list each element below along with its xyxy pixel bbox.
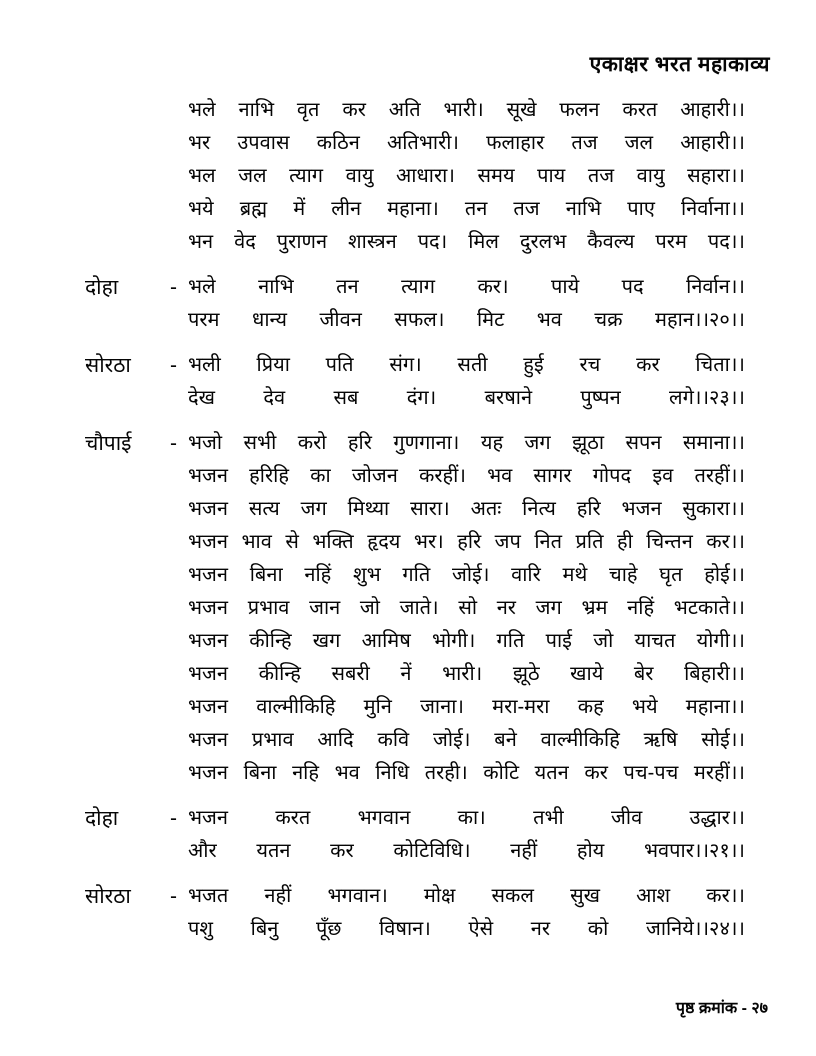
section-label: सोरठा (85, 354, 131, 377)
section-dash: - (170, 885, 177, 908)
verse-lines (188, 880, 745, 946)
section-label: सोरठा (85, 885, 131, 908)
section-label: दोहा (85, 807, 119, 830)
verse-line: भजन प्रभाव जान जो जाते। सो नर जग भ्रम नहिं भटकाते।। (188, 597, 745, 619)
section-dash: - (170, 354, 177, 377)
verse-line: भली प्रिया पति संग। सती हुई रच कर चिता।। (188, 354, 745, 376)
verse-lines (188, 271, 745, 337)
verse-line: भर उपवास कठिन अतिभारी। फलाहार तज जल आहारी।। (188, 132, 745, 154)
section-label: चौपाई (85, 432, 132, 455)
verse-line: भजन प्रभाव आदि कवि जोई। बने वाल्मीकिहि ऋषि सोई।। (188, 729, 745, 751)
verse-section-sortha-23 (85, 349, 745, 415)
verse-section-sortha-24 (85, 880, 745, 946)
verse-lines (188, 427, 745, 790)
verse-line: भजन कीन्हि सबरी नें भारी। झूठे खाये बेर बिहारी।। (188, 663, 745, 685)
verse-line: भजन सत्य जग मिथ्या सारा। अतः नित्य हरि भजन सुकारा।। (188, 498, 745, 520)
verse-line: परम धान्य जीवन सफल। मिट भव चक्र महान।।२०।। (188, 309, 745, 331)
verse-body (0, 94, 816, 946)
section-label: दोहा (85, 276, 119, 299)
verse-line: भजन बिना नहि भव निधि तरही। कोटि यतन कर पच-पच मरहीं।। (188, 762, 745, 784)
verse-line: भले नाभि वृत कर अति भारी। सूखे फलन करत आहारी।। (188, 99, 745, 121)
verse-lines (188, 349, 745, 415)
verse-line: भले नाभि तन त्याग कर। पाये पद निर्वान।। (188, 276, 745, 298)
verse-line: भजत नहीं भगवान। मोक्ष सकल सुख आश कर।। (188, 885, 745, 907)
verse-line: भजो सभी करो हरि गुणगाना। यह जग झूठा सपन समाना।। (188, 432, 745, 454)
verse-section-doha-20 (85, 271, 745, 337)
verse-line: भजन हरिहि का जोजन करहीं। भव सागर गोपद इव तरहीं।। (188, 465, 745, 487)
section-dash: - (170, 432, 177, 455)
verse-line: भजन कीन्हि खग आमिष भोगी। गति पाई जो याचत योगी।। (188, 630, 745, 652)
verse-line: भजन बिना नहिं शुभ गति जोई। वारि मथे चाहे घृत होई।। (188, 564, 745, 586)
verse-line: और यतन कर कोटिविधि। नहीं होय भवपार।।२१।। (188, 840, 745, 862)
verse-line: भये ब्रह्म में लीन महाना। तन तज नाभि पाए निर्वाना।। (188, 198, 745, 220)
section-dash: - (170, 807, 177, 830)
verse-line: भजन करत भगवान का। तभी जीव उद्धार।। (188, 807, 745, 829)
verse-section-chaupai (85, 427, 745, 790)
verse-section-doha-21 (85, 802, 745, 868)
verse-line: भजन भाव से भक्ति हृदय भर। हरि जप नित प्रति ही चिन्तन कर।। (188, 531, 745, 553)
section-dash: - (170, 276, 177, 299)
book-title-header: एकाक्षर भरत महाकाव्य (589, 53, 770, 76)
verse-line: पशु बिनु पूँछ विषान। ऐसे नर को जानिये।।२४।। (188, 918, 745, 940)
verse-lines (188, 802, 745, 868)
verse-lines (188, 94, 745, 259)
verse-line: भन वेद पुराणन शास्त्रन पद। मिल दुरलभ कैवल्य परम पद।। (188, 231, 745, 253)
verse-line: भल जल त्याग वायु आधारा। समय पाय तज वायु सहारा।। (188, 165, 745, 187)
page-number: पृष्ठ क्रमांक - २७ (675, 1000, 768, 1017)
verse-line: भजन वाल्मीकिहि मुनि जाना। मरा-मरा कह भये महाना।। (188, 696, 745, 718)
verse-line: देख देव सब दंग। बरषाने पुष्पन लगे।।२३।। (188, 387, 745, 409)
verse-section-opening (85, 94, 745, 259)
